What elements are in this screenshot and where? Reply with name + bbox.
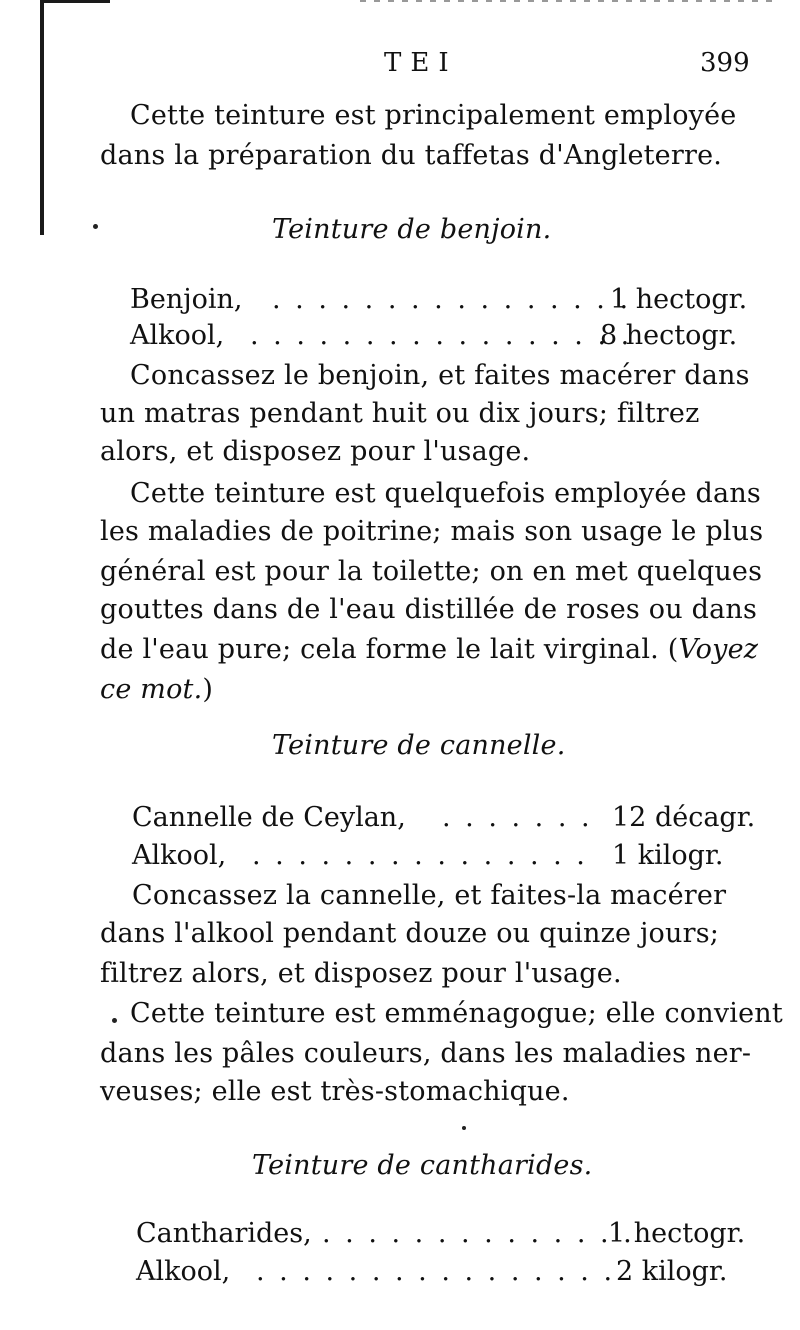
ingredient-row [132, 838, 758, 874]
body-line: gouttes dans de l'eau distillée de roses ou dans [100, 594, 758, 625]
leader-dots: . . . . . . . . . . . . . . [322, 1218, 635, 1249]
ingredient-name: Alkool, [130, 320, 225, 351]
body-line: Concassez la cannelle, et faites-la macérer [132, 880, 727, 911]
body-line: dans l'alkool pendant douze ou quinze jours; [100, 918, 720, 949]
body-line: Cette teinture est quelquefois employée dans [130, 478, 761, 509]
ingredient-row [136, 1254, 762, 1290]
section-heading: Teinture de cannelle. [272, 730, 566, 761]
ingredient-name: Alkool, [132, 840, 227, 871]
section-heading: Teinture de cantharides. [252, 1150, 593, 1181]
ingredient-name: Cantharides, [136, 1218, 312, 1249]
body-line: Cette teinture est emménagogue; elle convient [130, 998, 783, 1029]
leader-dots: . . . . . . . . . . . . . . . . . [250, 320, 633, 351]
ink-speck [112, 1018, 117, 1023]
body-line: général est pour la toilette; on en met quelques [100, 556, 763, 587]
ink-speck [462, 1126, 466, 1130]
leader-dots: . . . . . . . [442, 802, 593, 833]
body-text: de l'eau pure; cela forme le lait virginal. ( [100, 634, 679, 665]
body-line: dans les pâles couleurs, dans les maladies ner- [100, 1038, 752, 1069]
running-head: TEI [384, 48, 458, 78]
page-header [0, 48, 800, 88]
body-line [100, 672, 213, 708]
ingredient-row [132, 800, 758, 836]
section-heading: Teinture de benjoin. [272, 214, 552, 245]
ingredient-row [136, 1216, 762, 1252]
leader-dots: . . . . . . . . . . . . . . . . [272, 284, 632, 315]
body-line: Concassez le benjoin, et faites macérer dans [130, 360, 750, 391]
closing-paren: ) [202, 674, 214, 705]
ingredient-quantity: 2 kilogr. [616, 1256, 728, 1287]
ingredient-quantity: 1 hectogr. [610, 284, 748, 315]
body-line: un matras pendant huit ou dix jours; filtrez [100, 398, 700, 429]
body-line [100, 632, 758, 668]
body-line: veuses; elle est très-stomachique. [100, 1076, 570, 1107]
cross-reference: ce mot. [100, 674, 203, 705]
ingredient-quantity: 1 hectogr. [608, 1218, 746, 1249]
leader-dots: . . . . . . . . . . . . . . . [252, 840, 588, 871]
ingredient-name: Benjoin, [130, 284, 243, 315]
ingredient-quantity: 1 kilogr. [612, 840, 724, 871]
body-line: filtrez alors, et disposez pour l'usage. [100, 958, 622, 989]
ingredient-quantity: 8 hectogr. [600, 320, 738, 351]
cross-reference: Voyez [678, 634, 759, 665]
ingredient-name: Cannelle de Ceylan, [132, 802, 406, 833]
ink-speck [93, 224, 98, 229]
body-line: alors, et disposez pour l'usage. [100, 436, 531, 467]
ingredient-row [130, 282, 756, 318]
ingredient-name: Alkool, [136, 1256, 231, 1287]
page-number: 399 [700, 48, 750, 78]
ingredient-row [130, 318, 756, 354]
body-line: les maladies de poitrine; mais son usage le plus [100, 516, 764, 547]
ingredient-quantity: 12 décagr. [612, 802, 756, 833]
intro-line: dans la préparation du taffetas d'Angleterre. [100, 140, 723, 171]
intro-line: Cette teinture est principalement employée [130, 100, 737, 131]
leader-dots: . . . . . . . . . . . . . . . . [256, 1256, 616, 1287]
